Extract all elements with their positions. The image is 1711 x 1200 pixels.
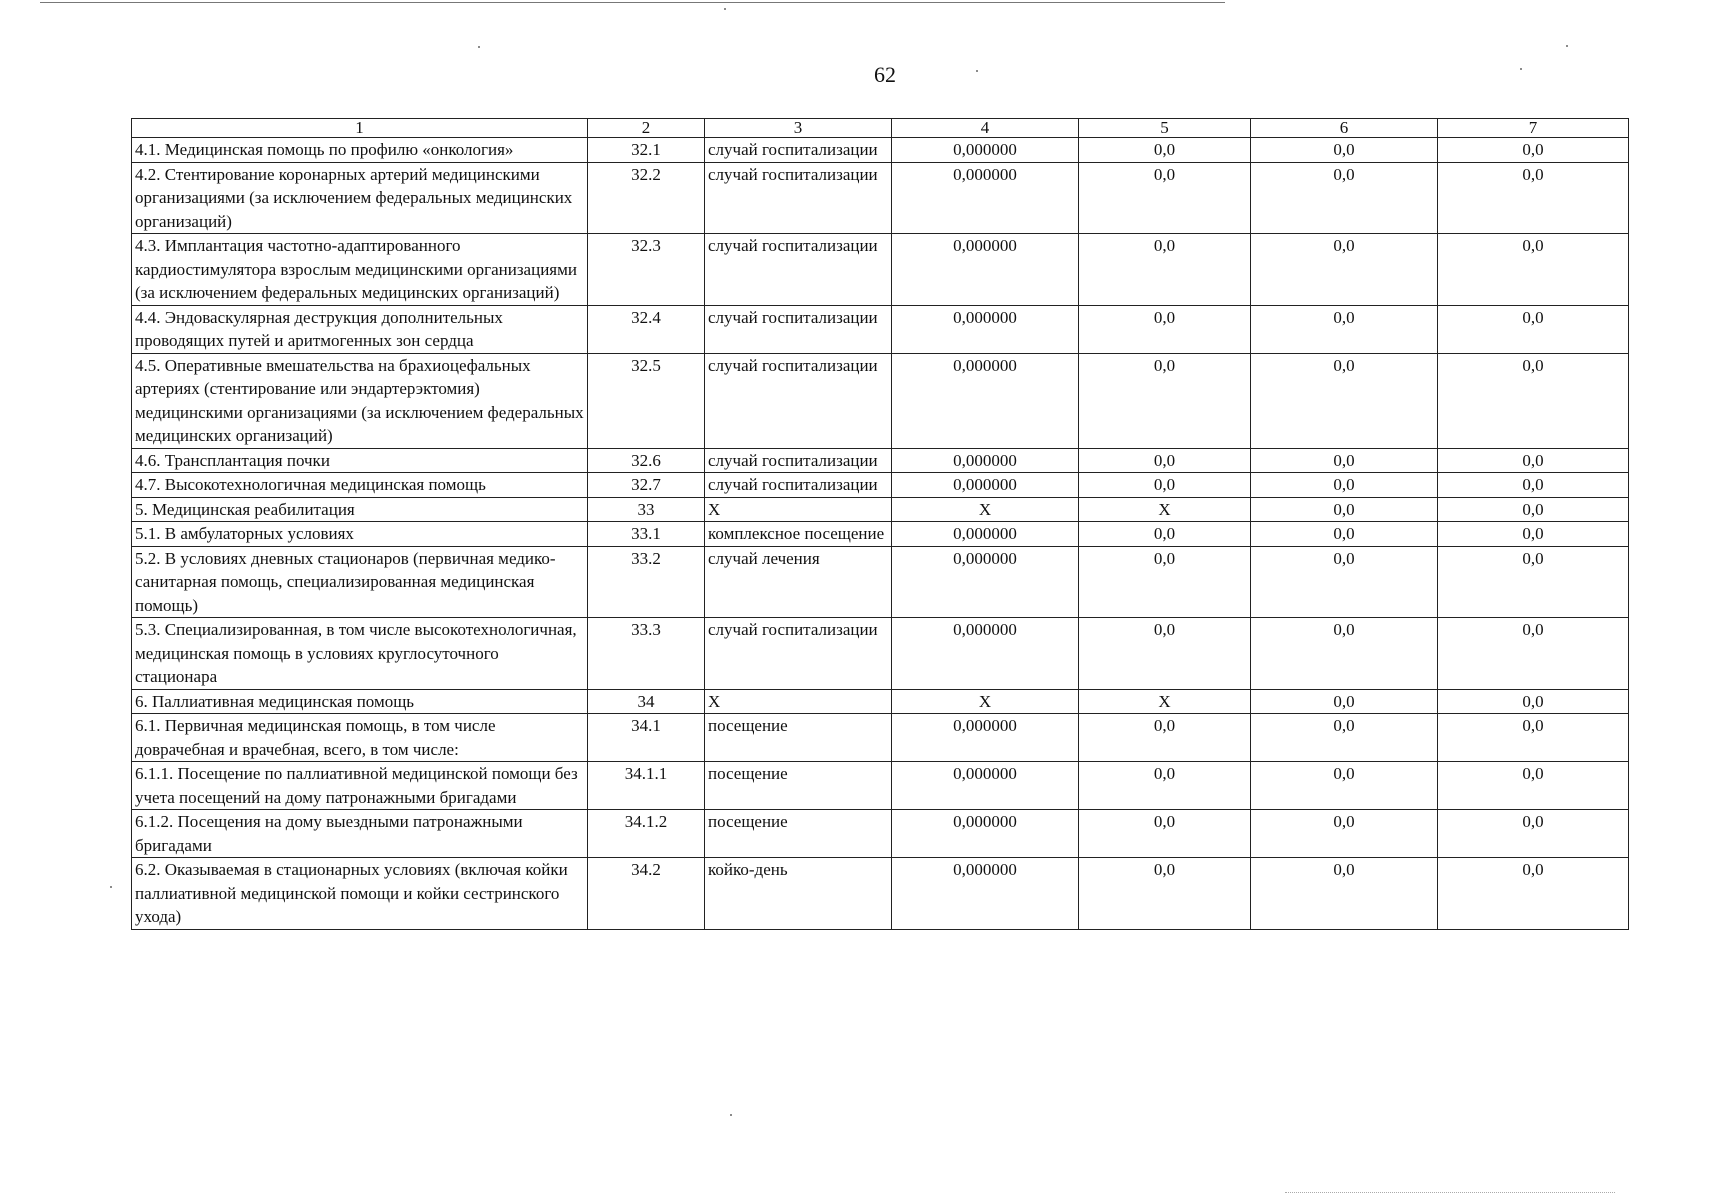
row-value-col7: 0,0 xyxy=(1438,234,1629,306)
row-code-cell: 34.1 xyxy=(588,714,705,762)
row-value-col5: 0,0 xyxy=(1079,138,1251,163)
row-code-cell: 32.6 xyxy=(588,448,705,473)
row-name-cell: 5.1. В амбулаторных условиях xyxy=(132,522,588,547)
page-number: 62 xyxy=(874,62,896,87)
row-value-col7: 0,0 xyxy=(1438,714,1629,762)
row-unit-cell: случай госпитализации xyxy=(705,162,892,234)
table-row xyxy=(132,234,1629,306)
scan-edge-line-bottom xyxy=(1285,1192,1615,1193)
row-value-col4: 0,000000 xyxy=(892,714,1079,762)
row-value-col5: 0,0 xyxy=(1079,473,1251,498)
table-row xyxy=(132,618,1629,690)
row-value-col4: Х xyxy=(892,689,1079,714)
column-header-5: 5 xyxy=(1079,119,1251,138)
row-value-col6: 0,0 xyxy=(1251,689,1438,714)
table-row xyxy=(132,762,1629,810)
row-value-col4: Х xyxy=(892,497,1079,522)
row-value-col6: 0,0 xyxy=(1251,305,1438,353)
row-value-col5: 0,0 xyxy=(1079,522,1251,547)
row-value-col5: 0,0 xyxy=(1079,810,1251,858)
table-row xyxy=(132,546,1629,618)
row-value-col4: 0,000000 xyxy=(892,162,1079,234)
row-value-col5: 0,0 xyxy=(1079,448,1251,473)
scan-speck xyxy=(1566,45,1568,47)
row-value-col4: 0,000000 xyxy=(892,618,1079,690)
scan-speck xyxy=(730,1114,732,1116)
row-value-col6: 0,0 xyxy=(1251,497,1438,522)
row-value-col7: 0,0 xyxy=(1438,448,1629,473)
row-name-cell: 4.5. Оперативные вмешательства на брахиоцефальных артериях (стентирование или эндартерэктомия) медицинскими организациями (за исключением федеральных медицинских организаций) xyxy=(132,353,588,448)
row-name-cell: 5.2. В условиях дневных стационаров (первичная медико-санитарная помощь, специализированная медицинская помощь) xyxy=(132,546,588,618)
row-code-cell: 34.1.2 xyxy=(588,810,705,858)
row-value-col7: 0,0 xyxy=(1438,689,1629,714)
row-code-cell: 32.7 xyxy=(588,473,705,498)
row-code-cell: 32.5 xyxy=(588,353,705,448)
row-unit-cell: Х xyxy=(705,497,892,522)
row-name-cell: 4.3. Имплантация частотно-адаптированного кардиостимулятора взрослым медицинскими организациями (за исключением федеральных медицинских организаций) xyxy=(132,234,588,306)
row-value-col7: 0,0 xyxy=(1438,618,1629,690)
row-value-col4: 0,000000 xyxy=(892,522,1079,547)
row-value-col7: 0,0 xyxy=(1438,810,1629,858)
table-row xyxy=(132,162,1629,234)
table-row xyxy=(132,497,1629,522)
row-value-col4: 0,000000 xyxy=(892,234,1079,306)
table-row xyxy=(132,138,1629,163)
row-value-col7: 0,0 xyxy=(1438,162,1629,234)
row-unit-cell: случай госпитализации xyxy=(705,473,892,498)
row-value-col4: 0,000000 xyxy=(892,353,1079,448)
row-code-cell: 33 xyxy=(588,497,705,522)
row-value-col5: Х xyxy=(1079,497,1251,522)
row-unit-cell: койко-день xyxy=(705,858,892,930)
row-value-col4: 0,000000 xyxy=(892,473,1079,498)
row-value-col5: 0,0 xyxy=(1079,618,1251,690)
row-unit-cell: случай госпитализации xyxy=(705,618,892,690)
table-row xyxy=(132,473,1629,498)
row-value-col6: 0,0 xyxy=(1251,473,1438,498)
row-value-col6: 0,0 xyxy=(1251,522,1438,547)
row-value-col5: Х xyxy=(1079,689,1251,714)
row-value-col6: 0,0 xyxy=(1251,353,1438,448)
row-value-col6: 0,0 xyxy=(1251,234,1438,306)
row-value-col7: 0,0 xyxy=(1438,305,1629,353)
column-header-3: 3 xyxy=(705,119,892,138)
column-header-4: 4 xyxy=(892,119,1079,138)
row-value-col4: 0,000000 xyxy=(892,138,1079,163)
row-value-col5: 0,0 xyxy=(1079,762,1251,810)
scan-speck xyxy=(724,8,726,10)
row-code-cell: 32.4 xyxy=(588,305,705,353)
row-value-col4: 0,000000 xyxy=(892,858,1079,930)
row-code-cell: 32.2 xyxy=(588,162,705,234)
row-name-cell: 6.1. Первичная медицинская помощь, в том числе доврачебная и врачебная, всего, в том числе: xyxy=(132,714,588,762)
row-name-cell: 6.1.1. Посещение по паллиативной медицинской помощи без учета посещений на дому патронажными бригадами xyxy=(132,762,588,810)
row-name-cell: 5. Медицинская реабилитация xyxy=(132,497,588,522)
row-value-col7: 0,0 xyxy=(1438,138,1629,163)
row-unit-cell: случай лечения xyxy=(705,546,892,618)
row-unit-cell: случай госпитализации xyxy=(705,138,892,163)
row-value-col7: 0,0 xyxy=(1438,497,1629,522)
row-value-col6: 0,0 xyxy=(1251,762,1438,810)
row-code-cell: 33.3 xyxy=(588,618,705,690)
row-code-cell: 34 xyxy=(588,689,705,714)
row-code-cell: 32.1 xyxy=(588,138,705,163)
row-code-cell: 33.2 xyxy=(588,546,705,618)
row-value-col7: 0,0 xyxy=(1438,546,1629,618)
row-value-col7: 0,0 xyxy=(1438,353,1629,448)
row-value-col7: 0,0 xyxy=(1438,473,1629,498)
row-value-col6: 0,0 xyxy=(1251,448,1438,473)
column-header-7: 7 xyxy=(1438,119,1629,138)
table-row xyxy=(132,689,1629,714)
column-header-2: 2 xyxy=(588,119,705,138)
row-value-col6: 0,0 xyxy=(1251,138,1438,163)
row-value-col5: 0,0 xyxy=(1079,858,1251,930)
data-table xyxy=(131,118,1629,930)
table-row xyxy=(132,448,1629,473)
table-row xyxy=(132,714,1629,762)
row-code-cell: 32.3 xyxy=(588,234,705,306)
row-code-cell: 33.1 xyxy=(588,522,705,547)
row-value-col5: 0,0 xyxy=(1079,714,1251,762)
row-value-col5: 0,0 xyxy=(1079,234,1251,306)
row-unit-cell: посещение xyxy=(705,810,892,858)
row-value-col5: 0,0 xyxy=(1079,353,1251,448)
row-name-cell: 4.7. Высокотехнологичная медицинская помощь xyxy=(132,473,588,498)
row-unit-cell: Х xyxy=(705,689,892,714)
row-value-col4: 0,000000 xyxy=(892,305,1079,353)
row-value-col5: 0,0 xyxy=(1079,546,1251,618)
row-value-col4: 0,000000 xyxy=(892,762,1079,810)
column-number-row xyxy=(132,119,1629,138)
row-name-cell: 4.2. Стентирование коронарных артерий медицинскими организациями (за исключением федеральных медицинских организаций) xyxy=(132,162,588,234)
row-unit-cell: случай госпитализации xyxy=(705,234,892,306)
row-unit-cell: посещение xyxy=(705,714,892,762)
row-value-col6: 0,0 xyxy=(1251,858,1438,930)
row-unit-cell: посещение xyxy=(705,762,892,810)
column-header-1: 1 xyxy=(132,119,588,138)
row-value-col5: 0,0 xyxy=(1079,305,1251,353)
row-value-col4: 0,000000 xyxy=(892,448,1079,473)
row-value-col7: 0,0 xyxy=(1438,858,1629,930)
row-code-cell: 34.1.1 xyxy=(588,762,705,810)
table-body xyxy=(132,138,1629,930)
table-row xyxy=(132,858,1629,930)
table-row xyxy=(132,305,1629,353)
row-name-cell: 4.1. Медицинская помощь по профилю «онкология» xyxy=(132,138,588,163)
row-code-cell: 34.2 xyxy=(588,858,705,930)
row-value-col6: 0,0 xyxy=(1251,714,1438,762)
row-name-cell: 6.1.2. Посещения на дому выездными патронажными бригадами xyxy=(132,810,588,858)
scan-speck xyxy=(478,46,480,48)
row-name-cell: 6.2. Оказываемая в стационарных условиях (включая койки паллиативной медицинской помощи и койки сестринского ухода) xyxy=(132,858,588,930)
row-value-col6: 0,0 xyxy=(1251,810,1438,858)
row-value-col4: 0,000000 xyxy=(892,546,1079,618)
scan-speck xyxy=(110,886,112,888)
row-value-col6: 0,0 xyxy=(1251,618,1438,690)
row-name-cell: 4.4. Эндоваскулярная деструкция дополнительных проводящих путей и аритмогенных зон сердца xyxy=(132,305,588,353)
row-name-cell: 5.3. Специализированная, в том числе высокотехнологичная, медицинская помощь в условиях круглосуточного стационара xyxy=(132,618,588,690)
row-unit-cell: случай госпитализации xyxy=(705,353,892,448)
table-row xyxy=(132,522,1629,547)
row-value-col6: 0,0 xyxy=(1251,162,1438,234)
column-header-6: 6 xyxy=(1251,119,1438,138)
row-name-cell: 6. Паллиативная медицинская помощь xyxy=(132,689,588,714)
row-unit-cell: комплексное посещение xyxy=(705,522,892,547)
row-value-col7: 0,0 xyxy=(1438,522,1629,547)
scan-edge-line xyxy=(40,2,1225,3)
row-value-col7: 0,0 xyxy=(1438,762,1629,810)
table-row xyxy=(132,353,1629,448)
row-unit-cell: случай госпитализации xyxy=(705,448,892,473)
table-row xyxy=(132,810,1629,858)
row-value-col4: 0,000000 xyxy=(892,810,1079,858)
row-value-col6: 0,0 xyxy=(1251,546,1438,618)
row-name-cell: 4.6. Трансплантация почки xyxy=(132,448,588,473)
row-value-col5: 0,0 xyxy=(1079,162,1251,234)
row-unit-cell: случай госпитализации xyxy=(705,305,892,353)
